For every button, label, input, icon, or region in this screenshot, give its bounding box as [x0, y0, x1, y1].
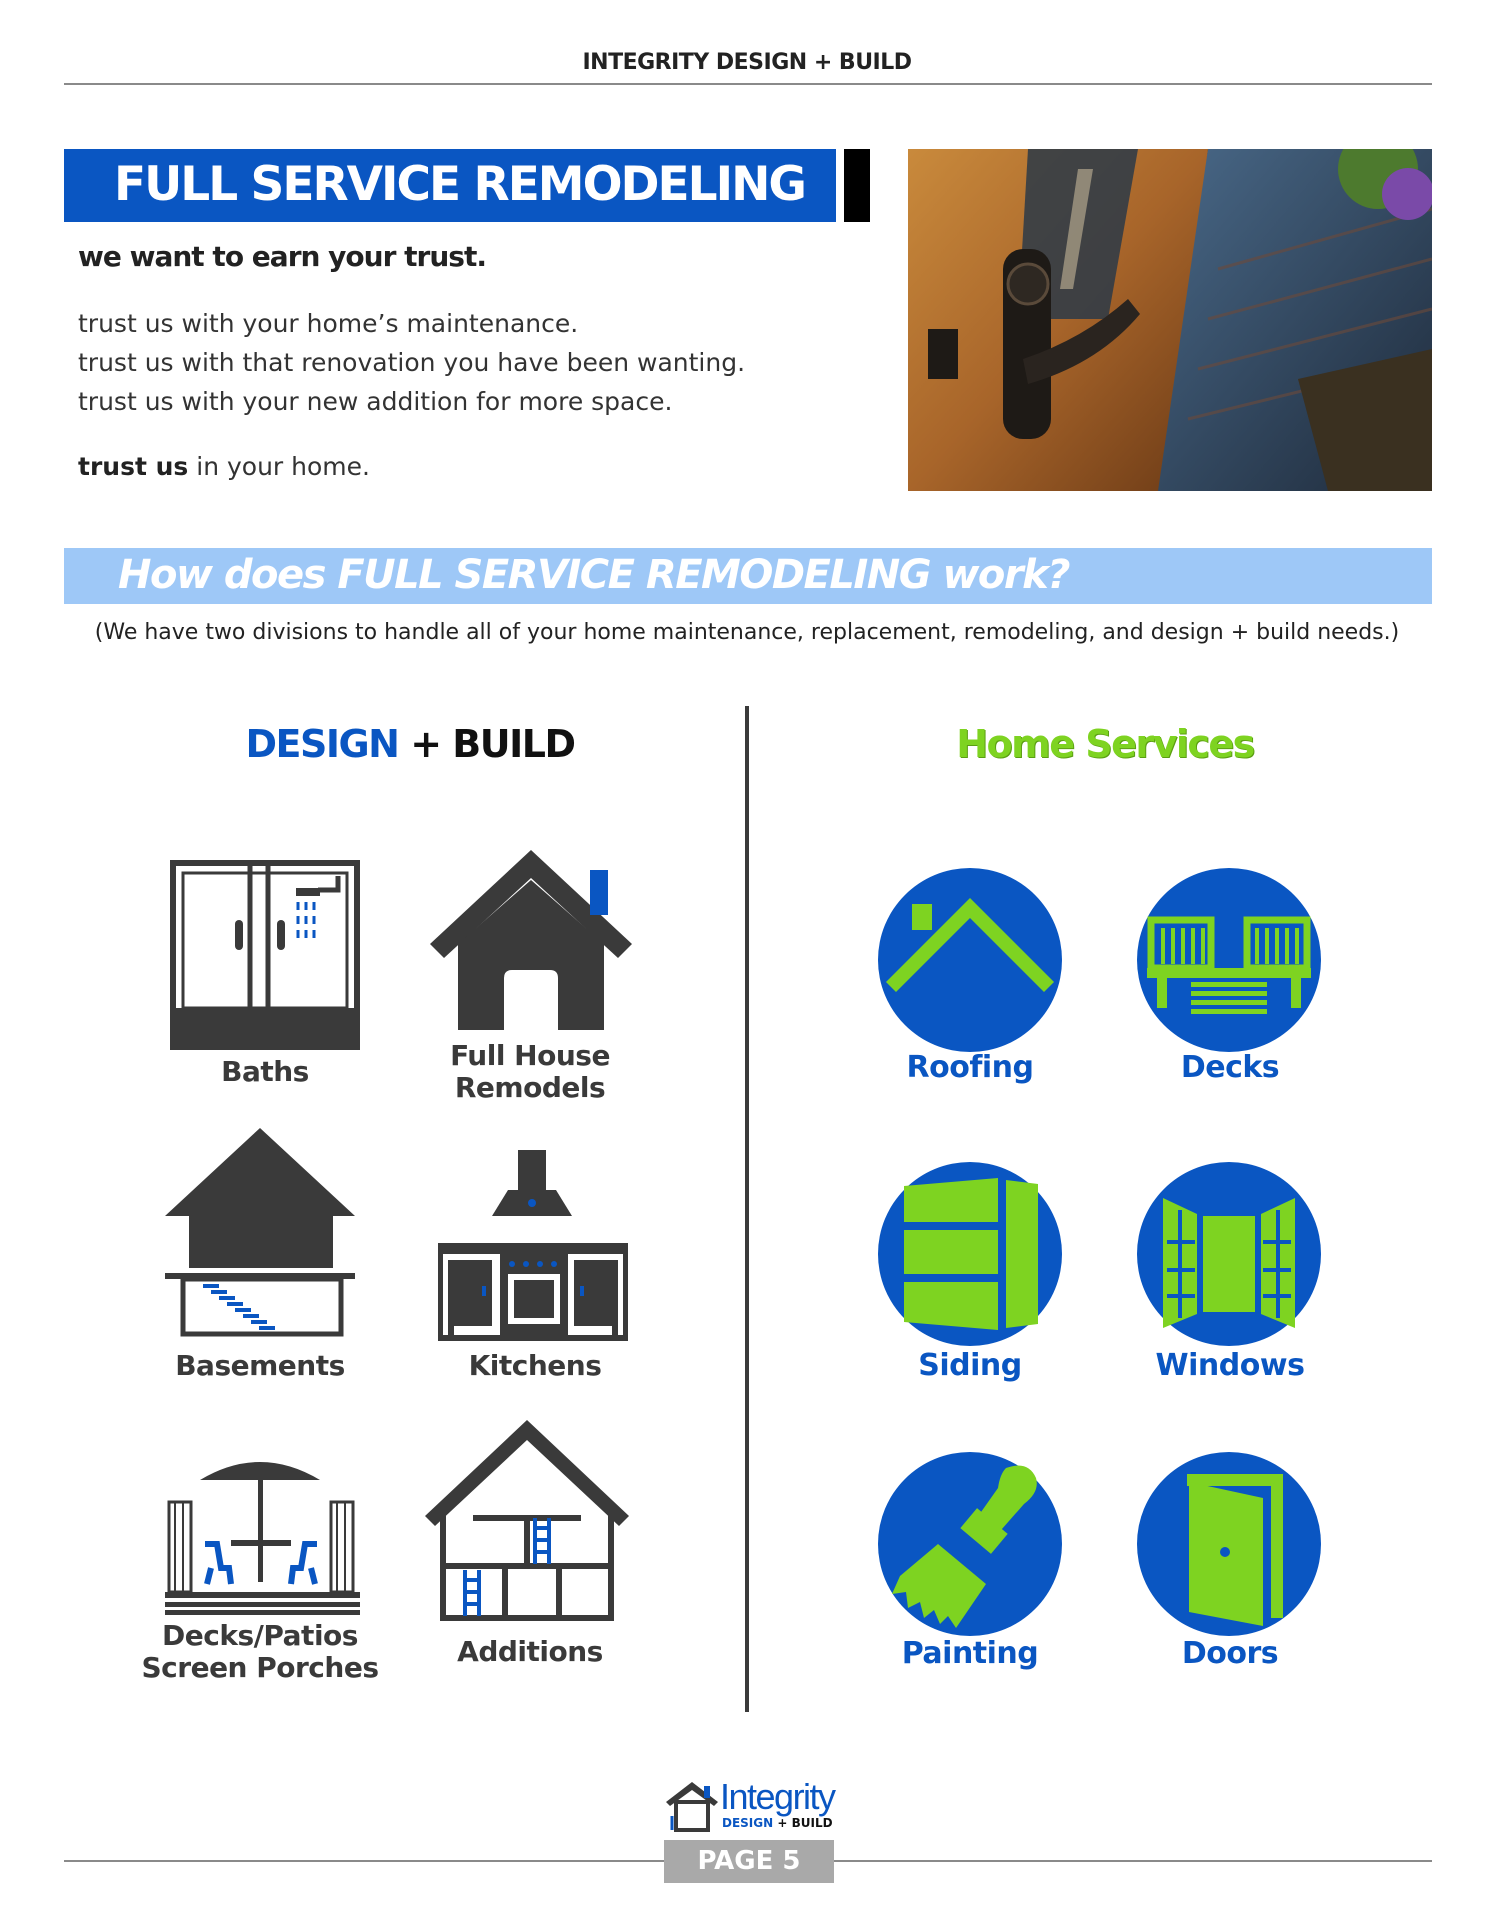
paintbrush-icon — [878, 1452, 1062, 1636]
service-label-line: Full House — [450, 1039, 610, 1072]
intro-line: trust us with your new addition for more space. — [78, 387, 673, 416]
kitchen-icon — [438, 1148, 628, 1343]
service-label: Baths — [221, 1055, 309, 1088]
design-build-title — [200, 722, 620, 766]
logo-design: DESIGN — [722, 1816, 774, 1830]
column-divider — [745, 706, 749, 1712]
siding-icon — [878, 1162, 1062, 1346]
section-banner — [64, 149, 836, 222]
banner-accent-bar — [844, 149, 870, 222]
service-label: Basements — [175, 1349, 345, 1382]
service-label: Roofing — [906, 1050, 1034, 1085]
how-title: How does FULL SERVICE REMODELING work? — [118, 552, 1069, 598]
basement-icon — [165, 1128, 360, 1338]
shower-icon — [170, 860, 360, 1050]
service-label: Additions — [457, 1635, 603, 1668]
how-it-works-band — [64, 548, 1432, 604]
logo-build: + BUILD — [773, 1816, 833, 1830]
closing-line — [78, 452, 370, 481]
logo-house-icon — [664, 1780, 720, 1832]
logo-subline — [722, 1816, 833, 1830]
door-handle-photo — [908, 149, 1432, 491]
page-header-title: INTEGRITY DESIGN + BUILD — [582, 50, 912, 75]
intro-text — [78, 304, 745, 421]
service-label-line: Decks/Patios — [162, 1619, 358, 1652]
intro-line: trust us with that renovation you have been wanting. — [78, 348, 746, 377]
house-icon — [428, 848, 633, 1038]
build-word: + BUILD — [398, 722, 575, 766]
patio-icon — [165, 1450, 360, 1615]
closing-rest: in your home. — [188, 452, 370, 481]
additions-icon — [425, 1418, 630, 1623]
logo-wordmark: Integrity — [720, 1776, 835, 1817]
service-label: Painting — [901, 1636, 1039, 1671]
divisions-note: (We have two divisions to handle all of your home maintenance, replacement, remodeling, and design + build needs.) — [94, 620, 1400, 645]
service-label: Windows — [1155, 1348, 1305, 1383]
banner-title: FULL SERVICE REMODELING — [114, 157, 805, 212]
closing-bold: trust us — [78, 452, 189, 481]
intro-line: trust us with your home’s maintenance. — [78, 309, 579, 338]
deck-icon — [1137, 868, 1321, 1052]
service-label — [140, 1620, 380, 1684]
design-word: DESIGN — [245, 722, 399, 766]
roof-icon — [878, 868, 1062, 1052]
page-number: PAGE 5 — [664, 1840, 834, 1883]
window-icon — [1137, 1162, 1321, 1346]
home-services-title: Home Services — [956, 722, 1254, 766]
subhead: we want to earn your trust. — [78, 240, 486, 273]
door-icon — [1137, 1452, 1321, 1636]
service-label-line: Remodels — [454, 1071, 606, 1104]
service-label: Decks — [1180, 1050, 1280, 1085]
service-label — [420, 1040, 640, 1104]
service-label-line: Screen Porches — [141, 1651, 379, 1684]
service-label: Kitchens — [468, 1349, 602, 1382]
header-rule — [64, 83, 1432, 85]
service-label: Doors — [1181, 1636, 1279, 1671]
service-label: Siding — [918, 1348, 1022, 1383]
